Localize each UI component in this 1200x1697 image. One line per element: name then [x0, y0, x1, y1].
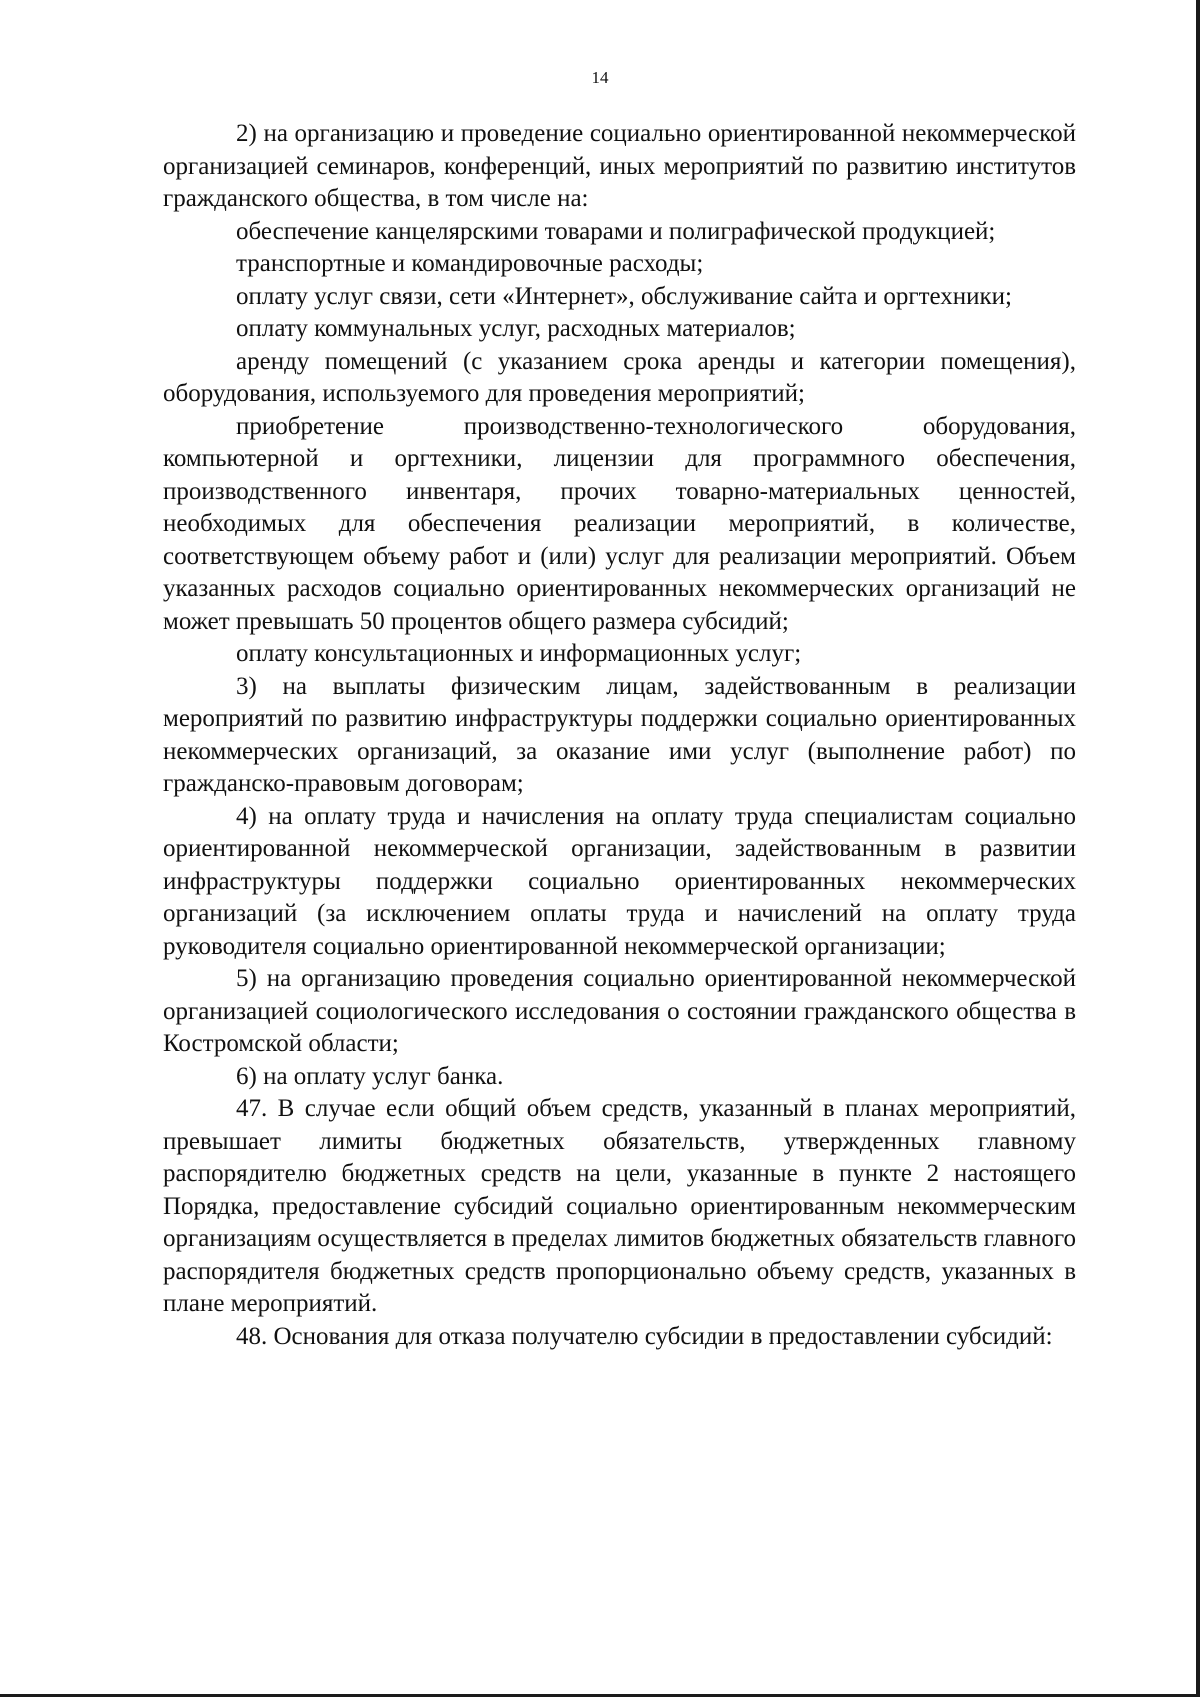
paragraph-clause-47: 47. В случае если общий объем средств, указанный в планах мероприятий, превышает лимиты бюджетных обязательств, утвержденных главному распорядителю бюджетных средств на цели, указанные в пункте 2 настоящего Порядка, предоставление субсидий социально ориентированным некоммерческим организациям осуществляется в пределах лимитов бюджетных обязательств главного распорядителя бюджетных средств пропорционально объему средств, указанных в плане мероприятий. [163, 1095, 1076, 1317]
paragraph-transport-costs: транспортные и командировочные расходы; [236, 250, 704, 277]
paragraph-consulting-services: оплату консультационных и информационных услуг; [236, 640, 802, 667]
document-body [163, 118, 1076, 1353]
paragraph-premises-rent: аренду помещений (с указанием срока аренды и категории помещения), оборудования, используемого для проведения мероприятий; [163, 347, 1076, 407]
scan-edge-right [1196, 0, 1200, 1697]
paragraph-communication-services: оплату услуг связи, сети «Интернет», обслуживание сайта и оргтехники; [236, 282, 1013, 310]
paragraph-item-6: 6) на оплату услуг банка. [236, 1062, 504, 1090]
paragraph-item-2: 2) на организацию и проведение социально ориентированной некоммерческой организацией семинаров, конференций, иных мероприятий по развитию институтов гражданского общества, в том числе на: [163, 120, 1076, 212]
paragraph-item-5: 5) на организацию проведения социально ориентированной некоммерческой организацией социологического исследования о состоянии гражданского общества в Костромской области; [163, 965, 1076, 1057]
paragraph-utilities: оплату коммунальных услуг, расходных материалов; [236, 315, 796, 342]
paragraph-clause-48: 48. Основания для отказа получателю субсидии в предоставлении субсидий: [236, 1322, 1053, 1350]
paragraph-equipment-purchase: приобретение производственно-технологического оборудования, компьютерной и оргтехники, лицензии для программного обеспечения, производственного инвентаря, прочих товарно-материальных ценностей, необходимых для обеспечения реализации мероприятий, в количестве, соответствующем объему работ и (или) услуг для реализации мероприятий. Объем указанных расходов социально ориентированных некоммерческих организаций не может превышать 50 процентов общего размера субсидий; [163, 412, 1076, 635]
paragraph-office-supplies: обеспечение канцелярскими товарами и полиграфической продукцией; [236, 217, 996, 245]
paragraph-item-3: 3) на выплаты физическим лицам, задействованным в реализации мероприятий по развитию инфраструктуры поддержки социально ориентированных некоммерческих организаций, за оказание ими услуг (выполнение работ) по гражданско-правовым договорам; [163, 672, 1076, 797]
page-number: 14 [591, 68, 609, 87]
paragraph-item-4: 4) на оплату труда и начисления на оплату труда специалистам социально ориентированной некоммерческой организации, задействованным в развитии инфраструктуры поддержки социально ориентированных некоммерческих организаций (за исключением оплаты труда и начислений на оплату труда руководителя социально ориентированной некоммерческой организации; [163, 802, 1076, 960]
